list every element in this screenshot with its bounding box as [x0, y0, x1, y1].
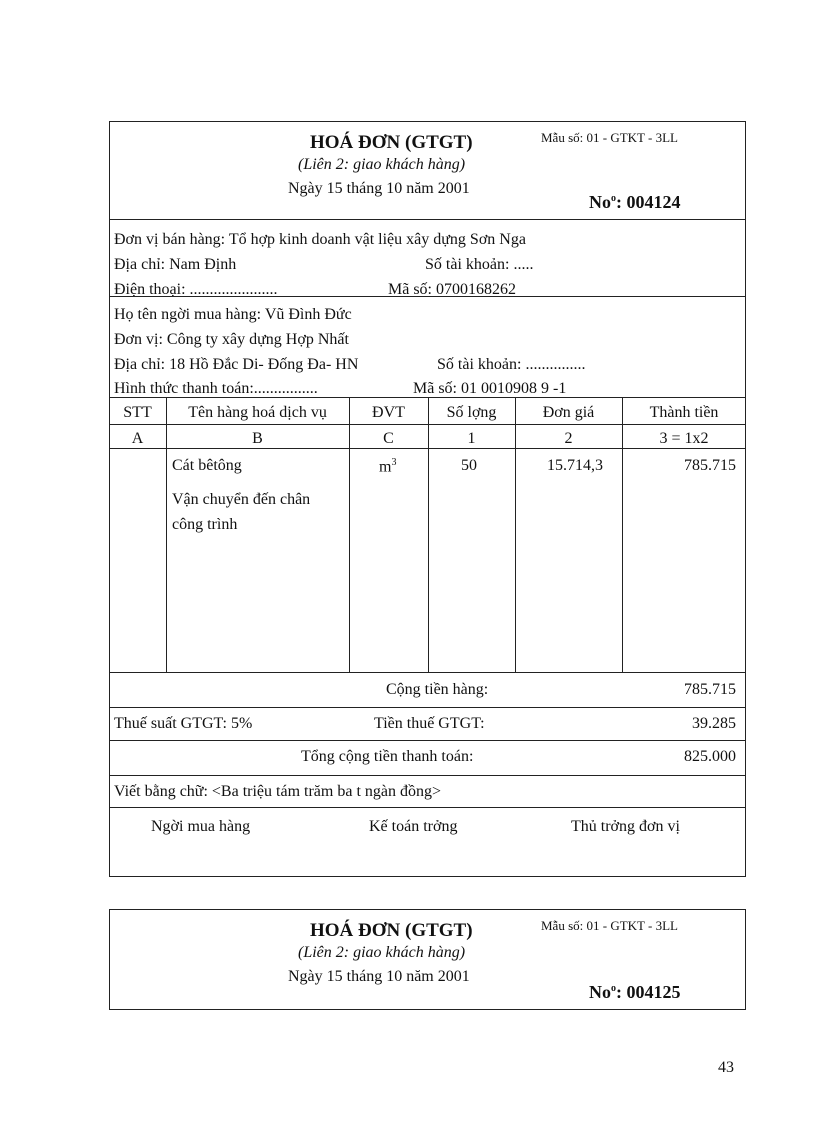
- seller-address: Địa chỉ: Nam Định: [114, 256, 237, 273]
- item-unit: $m^3$: [379, 457, 397, 476]
- col-code-3: 3 = 1x2: [659, 430, 709, 447]
- col-code-1: 1: [467, 430, 476, 447]
- invoice-2-number: No$^o$: 004125: [589, 982, 681, 1002]
- signature-director: Thủ trởng đơn vị: [571, 818, 680, 835]
- item-name: Cát bêtông: [172, 457, 242, 474]
- invoice-title: HOÁ ĐƠN (GTGT): [310, 132, 473, 153]
- subtotal-value: 785.715: [684, 681, 736, 698]
- subtotal-label: Cộng tiền hàng:: [386, 681, 489, 698]
- payment-method: Hình thức thanh toán:................: [114, 380, 318, 397]
- buyer-unit: Đơn vị: Công ty xây dựng Hợp Nhất: [114, 331, 349, 348]
- form-number: Mẫu số: 01 - GTKT - 3LL: [541, 130, 678, 145]
- col-header-amount: Thành tiền: [649, 404, 719, 421]
- col-code-2: 2: [564, 430, 573, 447]
- item-name-3: công trình: [172, 516, 238, 533]
- invoice-subtitle: (Liên 2: giao khách hàng): [298, 156, 466, 173]
- buyer-address: Địa chỉ: 18 Hồ Đắc Di- Đống Đa- HN: [114, 356, 359, 373]
- col-header-qty: Số lợng: [446, 404, 497, 421]
- seller-name: Đơn vị bán hàng: Tổ hợp kinh doanh vật liệu xây dựng Sơn Nga: [114, 231, 526, 248]
- seller-phone: Điện thoại: ......................: [114, 281, 278, 298]
- col-header-price: Đơn giá: [542, 404, 595, 421]
- col-code-b: B: [252, 430, 263, 447]
- vat-value: 39.285: [692, 715, 736, 732]
- item-name-2: Vận chuyển đến chân: [172, 491, 311, 508]
- buyer-name: Họ tên ngời mua hàng: Vũ Đình Đức: [114, 306, 352, 323]
- buyer-tax-code: Mã số: 01 0010908 9 -1: [413, 380, 567, 397]
- invoice-number: No$^o$: 004124: [589, 192, 681, 212]
- invoice-2-subtitle: (Liên 2: giao khách hàng): [298, 944, 466, 961]
- invoice-2-form-number: Mẫu số: 01 - GTKT - 3LL: [541, 918, 678, 933]
- invoice-2-date: Ngày 15 tháng 10 năm 2001: [288, 968, 470, 985]
- vat-label: Tiền thuế GTGT:: [374, 715, 485, 732]
- signature-accountant: Kế toán trởng: [369, 818, 458, 835]
- item-amount: 785.715: [684, 457, 736, 474]
- signature-buyer: Ngời mua hàng: [151, 818, 251, 835]
- col-header-item: Tên hàng hoá dịch vụ: [188, 404, 327, 421]
- col-code-a: A: [131, 430, 144, 447]
- buyer-account: Số tài khoản: ...............: [437, 356, 586, 373]
- seller-tax-code: Mã số: 0700168262: [388, 281, 516, 298]
- vat-rate: Thuế suất GTGT: 5%: [114, 715, 253, 732]
- invoice-date: Ngày 15 tháng 10 năm 2001: [288, 180, 470, 197]
- page-number: 43: [718, 1059, 734, 1076]
- amount-in-words: Viết bằng chữ: <Ba triệu tám trăm ba t ngàn đồng>: [114, 783, 442, 800]
- item-price: 15.714,3: [547, 457, 603, 474]
- col-code-c: C: [383, 430, 394, 447]
- col-header-stt: STT: [123, 404, 152, 421]
- col-header-unit: ĐVT: [372, 404, 405, 421]
- total-value: 825.000: [684, 748, 736, 765]
- item-qty: 50: [461, 457, 477, 474]
- invoice-2-title: HOÁ ĐƠN (GTGT): [310, 920, 473, 941]
- total-label: Tổng cộng tiền thanh toán:: [301, 748, 474, 765]
- seller-account: Số tài khoản: .....: [425, 256, 534, 273]
